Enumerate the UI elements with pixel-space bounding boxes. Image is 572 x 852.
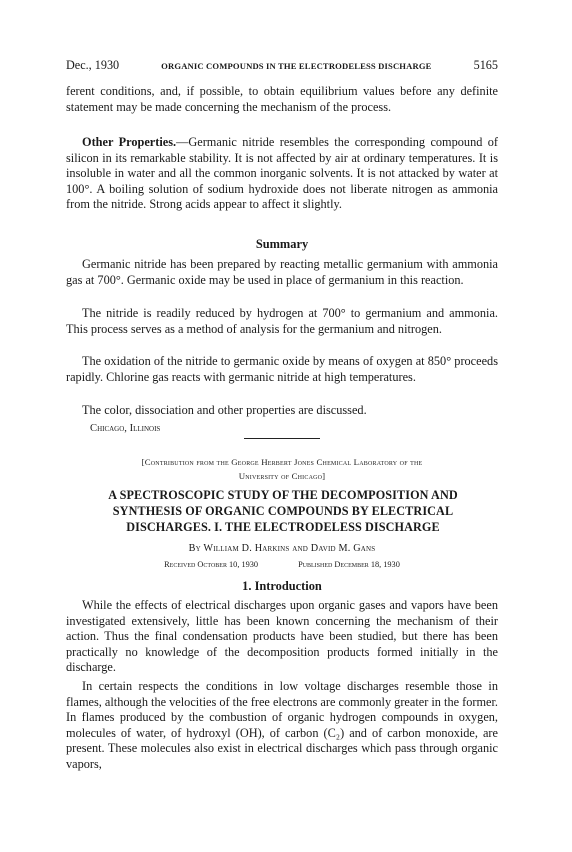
received-date: Received October 10, 1930 xyxy=(164,560,259,569)
continued-paragraph: ferent conditions, and, if possible, to obtain equilibrium values before any definite statement may be made concerning the mechanism of the process. xyxy=(66,84,498,114)
article-title-line-1: A SPECTROSCOPIC STUDY OF THE DECOMPOSITION AND xyxy=(108,488,458,502)
article-title-line-2: SYNTHESIS OF ORGANIC COMPOUNDS BY ELECTRICAL xyxy=(112,504,454,518)
issue-date: Dec., 1930 xyxy=(66,58,120,72)
summary-heading: Summary xyxy=(255,237,309,251)
article-title-line-3: DISCHARGES. I. THE ELECTRODELESS DISCHARGE xyxy=(126,520,440,534)
summary-paragraph-4: The color, dissociation and other properties are discussed. xyxy=(82,403,367,417)
contribution-line-2: University of Chicago] xyxy=(238,471,326,481)
other-properties-text: —Germanic nitride resembles the corresponding compound of silicon in its remarkable stability. It is not affected by air at ordinary temperatures. It is insoluble in water and all the common inorganic solvents. It is not attacked by water at 100°. A boiling solution of sodium hydroxide does not liberate nitrogen as ammonia from the nitride. Strong acids appear to affect it slightly. xyxy=(66,135,498,212)
summary-paragraph-2: The nitride is readily reduced by hydrogen at 700° to germanium and ammonia. This process serves as a method of analysis for the germanium and nitrogen. xyxy=(66,306,498,336)
summary-paragraph-1: Germanic nitride has been prepared by reacting metallic germanium with ammonia gas at 700°. Germanic oxide may be used in place of germanium in this reaction. xyxy=(66,257,498,287)
published-date: Published December 18, 1930 xyxy=(298,560,400,569)
authors: By William D. Harkins and David M. Gans xyxy=(188,543,376,554)
contribution-line-1: [Contribution from the George Herbert Jones Chemical Laboratory of the xyxy=(141,457,423,467)
other-properties-heading: Other Properties. xyxy=(82,135,177,149)
intro-paragraph-2: In certain respects the conditions in low voltage discharges resemble those in flames, although the velocities of the free electrons are commonly greater in the former. In flames produced by the combustion of organic hydrogen compounds in oxygen, molecules of water, of hydroxyl (OH), of carbon (C₂) and of carbon monoxide, are present. These molecules also exist in electrical discharges which pass through organic vapors, xyxy=(66,679,498,771)
section-divider xyxy=(244,438,320,439)
location: Chicago, Illinois xyxy=(90,423,161,434)
dates-line xyxy=(66,560,498,569)
introduction-heading: 1. Introduction xyxy=(242,579,322,593)
running-header xyxy=(66,58,498,73)
intro-paragraph-1: While the effects of electrical discharges upon organic gases and vapors have been investigated extensively, little has been known concerning the mechanism of their action. Thus the final condensation products have been studied, but there has been practically no knowledge of the decomposition products formed initially in the discharge. xyxy=(66,598,498,675)
other-properties-paragraph xyxy=(66,135,498,213)
summary-paragraph-3: The oxidation of the nitride to germanic oxide by means of oxygen at 850° proceeds rapidly. Chlorine gas reacts with germanic nitride at high temperatures. xyxy=(66,354,498,384)
running-title: ORGANIC COMPOUNDS IN THE ELECTRODELESS DISCHARGE xyxy=(161,61,432,71)
page-number: 5165 xyxy=(473,58,498,72)
